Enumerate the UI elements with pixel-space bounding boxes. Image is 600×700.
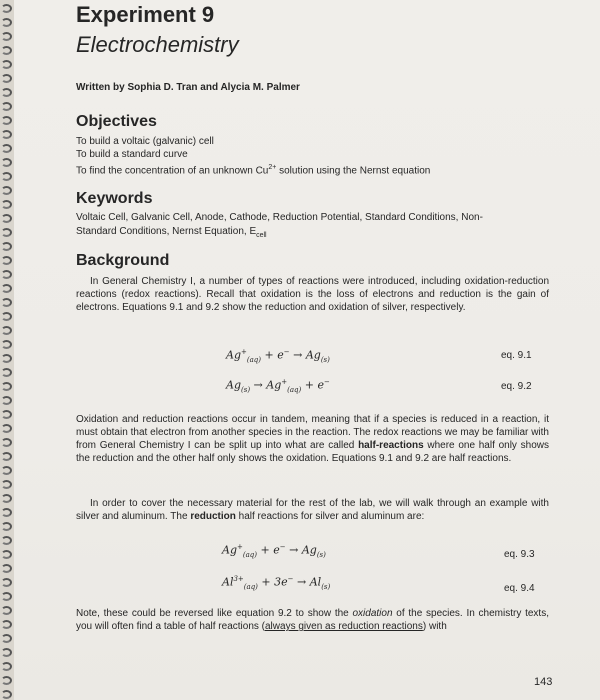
- spiral-coil: [1, 354, 12, 363]
- spiral-coil: [1, 74, 12, 83]
- spiral-coil: [1, 88, 12, 97]
- keywords-line-1: Voltaic Cell, Galvanic Cell, Anode, Cathode, Reduction Potential, Standard Conditions, Non-: [76, 212, 483, 223]
- spiral-coil: [1, 564, 12, 573]
- spiral-coil: [1, 662, 12, 671]
- keywords-heading: Keywords: [76, 190, 153, 207]
- equation-9-4: $Al^{3+}_{(aq)} + 3e^- \to Al_{(s)}$: [222, 575, 331, 591]
- document-page: [14, 0, 600, 700]
- spiral-coil: [1, 550, 12, 559]
- spiral-coil: [1, 592, 12, 601]
- background-paragraph-4: Note, these could be reversed like equation 9.2 to show the oxidation of the species. In chemistry texts, you will often find a table of half reactions (always given as reduction reactions) with: [76, 608, 549, 632]
- spiral-coil: [1, 144, 12, 153]
- spiral-coil: [1, 634, 12, 643]
- spiral-coil: [1, 270, 12, 279]
- spiral-coil: [1, 508, 12, 517]
- spiral-coil: [1, 480, 12, 489]
- spiral-coil: [1, 382, 12, 391]
- spiral-coil: [1, 326, 12, 335]
- background-paragraph-2: Oxidation and reduction reactions occur in tandem, meaning that if a species is reduced in a reaction, it must obtain that electron from another species in the reaction. The redox reactions we may be familiar with from General Chemistry I can be split up into what are called half-reactions where one half only shows the reduction and the other half only shows the oxidation. Equations 9.1 and 9.2 are half reactions.: [76, 414, 550, 464]
- spiral-coil: [1, 158, 12, 167]
- spiral-coil: [1, 620, 12, 629]
- background-paragraph-3: In order to cover the necessary material for the rest of the lab, we will walk through an example with silver and aluminum. The reduction half reactions for silver and aluminum are:: [76, 498, 549, 522]
- equation-label: eq. 9.2: [501, 381, 532, 392]
- equation-9-2: $Ag_{(s)} \to Ag^+_{(aq)} + e^-$: [226, 378, 330, 394]
- spiral-coil: [1, 466, 12, 475]
- spiral-coil: [1, 214, 12, 223]
- objective-item: To find the concentration of an unknown $Cu^{2+}$ solution using the Nernst equation: [76, 164, 431, 177]
- spiral-coil: [1, 648, 12, 657]
- spiral-coil: [1, 18, 12, 27]
- authors-line: Written by Sophia D. Tran and Alycia M. Palmer: [76, 82, 300, 93]
- spiral-coil: [1, 578, 12, 587]
- spiral-coil: [1, 340, 12, 349]
- keywords-line-2: Standard Conditions, Nernst Equation, $E_{cell}$: [76, 226, 267, 239]
- experiment-title: Experiment 9: [76, 2, 215, 27]
- equation-9-3: $Ag^+_{(aq)} + e^- \to Ag_{(s)}$: [222, 543, 326, 559]
- spiral-coil: [1, 536, 12, 545]
- spiral-coil: [1, 116, 12, 125]
- spiral-coil: [1, 60, 12, 69]
- equation-label: eq. 9.3: [504, 549, 535, 560]
- background-paragraph-1: In General Chemistry I, a number of types of reactions were introduced, including oxidation-reduction reactions (redox reactions). Recall that oxidation is the loss of electrons and reduction is the gain of electrons. Equations 9.1 and 9.2 show the reduction and oxidation of silver, respectively.: [76, 276, 549, 313]
- spiral-coil: [1, 298, 12, 307]
- spiral-coil: [1, 312, 12, 321]
- spiral-coil: [1, 172, 12, 181]
- spiral-coil: [1, 368, 12, 377]
- spiral-coil: [1, 32, 12, 41]
- keywords-text: [76, 211, 556, 243]
- spiral-coil: [1, 256, 12, 265]
- spiral-coil: [1, 452, 12, 461]
- experiment-subtitle: Electrochemistry: [76, 32, 239, 57]
- equation-label: eq. 9.4: [504, 583, 535, 594]
- spiral-coil: [1, 284, 12, 293]
- spiral-coil: [1, 676, 12, 685]
- equation-label: eq. 9.1: [501, 350, 532, 361]
- spiral-coil: [1, 606, 12, 615]
- spiral-coil: [1, 410, 12, 419]
- spiral-coil: [1, 186, 12, 195]
- page-number: 143: [534, 676, 553, 688]
- spiral-coil: [1, 494, 12, 503]
- objectives-heading: Objectives: [76, 113, 157, 130]
- spiral-coil: [1, 130, 12, 139]
- spiral-coil: [1, 424, 12, 433]
- spiral-coil: [1, 396, 12, 405]
- spiral-coil: [1, 46, 12, 55]
- background-heading: Background: [76, 252, 170, 269]
- spiral-binding: [0, 0, 14, 700]
- spiral-coil: [1, 690, 12, 699]
- spiral-coil: [1, 242, 12, 251]
- spiral-coil: [1, 200, 12, 209]
- equation-9-1: $Ag^+_{(aq)} + e^- \to Ag_{(s)}$: [226, 348, 330, 364]
- spiral-coil: [1, 102, 12, 111]
- spiral-coil: [1, 522, 12, 531]
- spiral-coil: [1, 438, 12, 447]
- spiral-coil: [1, 4, 12, 13]
- objective-item: To build a standard curve: [76, 149, 188, 160]
- spiral-coil: [1, 228, 12, 237]
- objective-item: To build a voltaic (galvanic) cell: [76, 136, 214, 147]
